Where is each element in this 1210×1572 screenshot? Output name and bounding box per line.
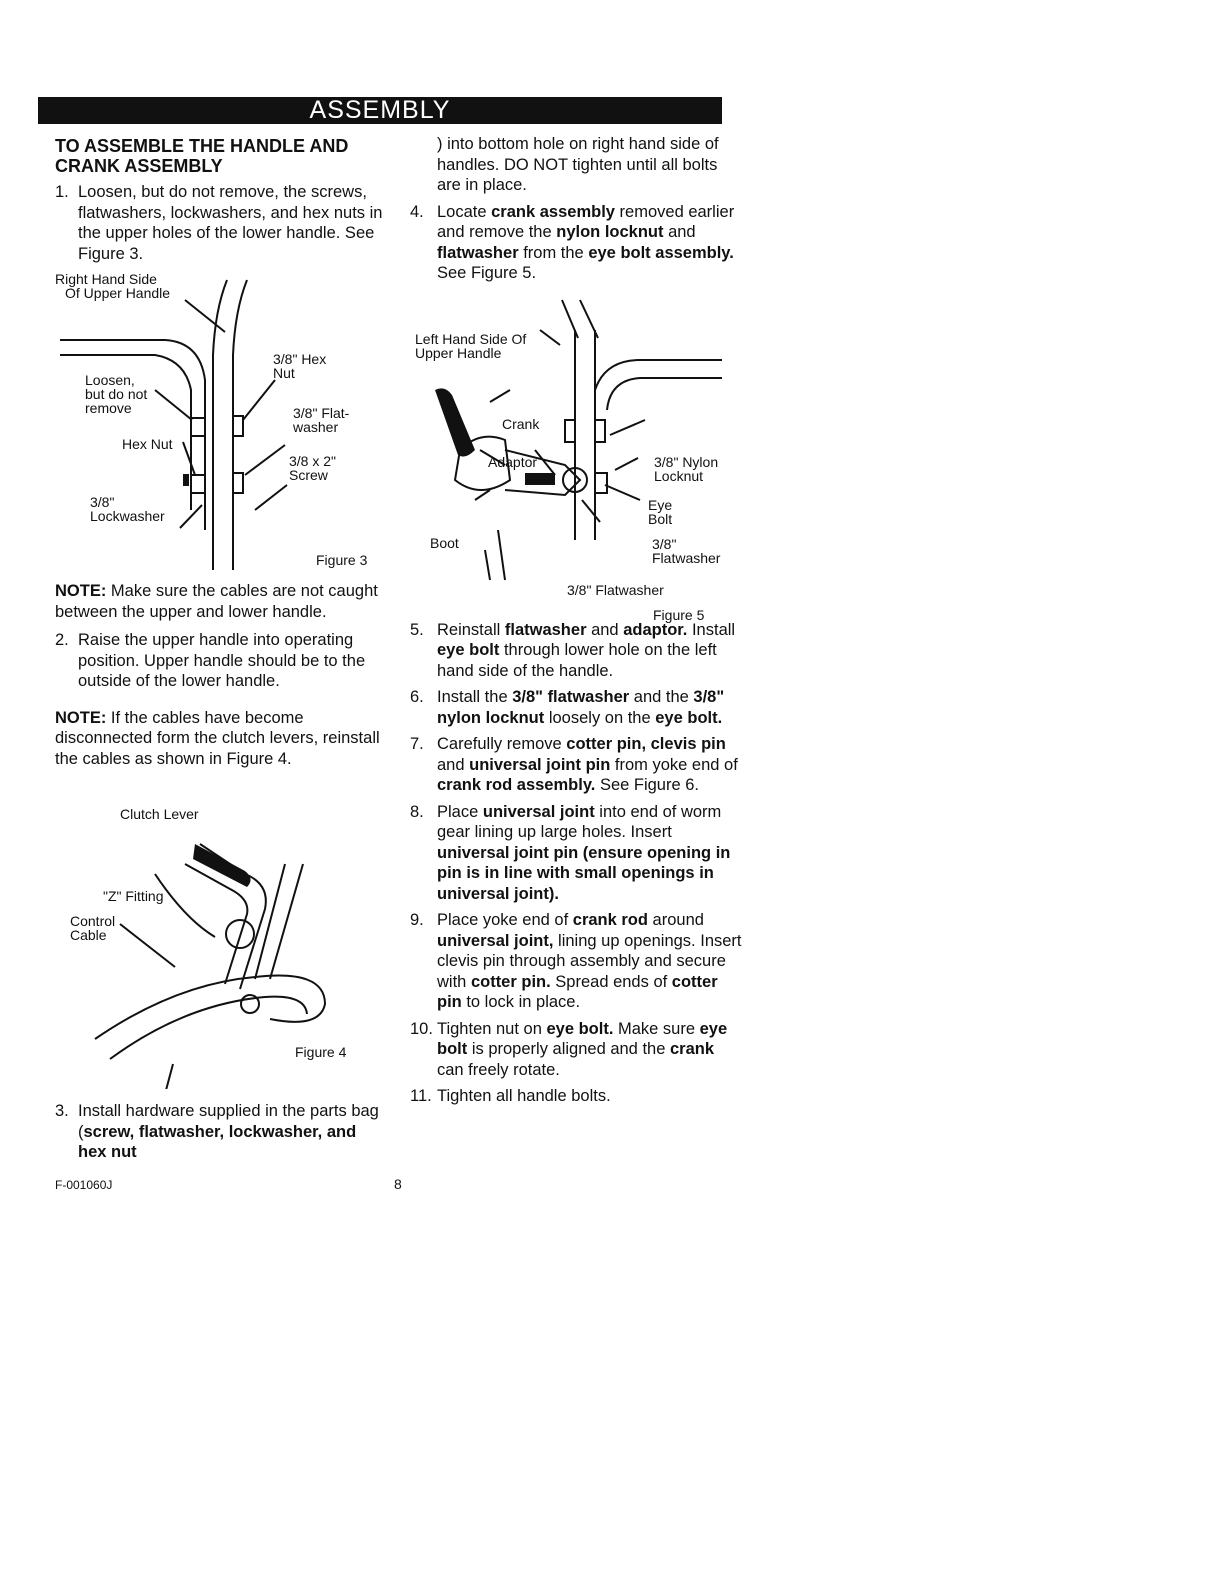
label-upper-handle: Upper Handle: [415, 344, 502, 361]
step-text: Tighten all handle bolts.: [437, 1087, 611, 1105]
step-7: [410, 734, 745, 796]
step-2: [55, 630, 385, 692]
step-number: 7.: [410, 735, 424, 753]
label-clutch-lever: Clutch Lever: [120, 806, 199, 822]
label-left-hand-side: Left Hand Side Of: [415, 330, 527, 347]
step-4: [410, 202, 745, 284]
label-hex-nut-size: 3/8" Hex: [273, 351, 327, 367]
label-but-do-not: but do not: [85, 386, 148, 402]
text-run: Install hardware supplied in the parts bag (: [78, 1102, 379, 1141]
note-label: NOTE:: [55, 708, 107, 727]
label-screw-size: 3/8 x 2": [289, 453, 336, 469]
label-control: Control: [70, 913, 116, 929]
label-bottom-flatwasher: 3/8" Flatwasher: [567, 581, 664, 598]
section-banner: ASSEMBLY: [38, 97, 722, 124]
step-9: [410, 910, 745, 1013]
step-3: [55, 1101, 385, 1163]
step-text: [78, 1101, 385, 1163]
step-text: Loosen, but do not remove, the screws, flatwashers, lockwashers, and hex nuts in the upper holes of the lower handle. See Figure 3.: [78, 183, 383, 263]
step-number: 10.: [410, 1019, 433, 1038]
text-run-bold: screw, flatwasher, lockwasher, and hex nut: [78, 1122, 357, 1161]
figure-5-caption: Figure 5: [653, 606, 705, 623]
label-washer: washer: [293, 419, 339, 435]
label-fw-size: 3/8": [652, 535, 677, 552]
label-hex-nut: Hex Nut: [122, 436, 173, 452]
text-run: ) into bottom hole on right hand side of handles. DO NOT tighten until all bolts are in place.: [437, 135, 719, 194]
page-number: 8: [394, 1176, 402, 1192]
step-10: [410, 1019, 745, 1081]
step-11: [410, 1086, 745, 1107]
label-lockwasher: Lockwasher: [90, 508, 165, 524]
figure-4-caption: Figure 4: [295, 1044, 347, 1060]
label-screw: Screw: [289, 467, 328, 483]
figure-3-caption: Figure 3: [316, 552, 368, 568]
note-1: [55, 581, 385, 622]
label-nylon: 3/8" Nylon: [654, 453, 719, 470]
section-title: TO ASSEMBLE THE HANDLE AND CRANK ASSEMBLY: [55, 136, 349, 176]
step-number: 1.: [55, 183, 69, 201]
doc-id: F-001060J: [55, 1178, 113, 1192]
label-bolt: Bolt: [648, 510, 673, 527]
step-number: 6.: [410, 688, 424, 706]
step-text: Tighten nut on eye bolt. Make sure eye bolt is properly aligned and the crank can freely rotate.: [437, 1019, 728, 1079]
figure-4: [55, 789, 385, 1089]
step-number: 4.: [410, 202, 424, 221]
label-right-hand-side: Right Hand Side: [55, 271, 157, 287]
step-text: Carefully remove cotter pin, clevis pin and universal joint pin from yoke end of crank rod assembly. See Figure 6.: [437, 735, 738, 794]
figure-3: [55, 270, 385, 575]
label-of-upper-handle: Of Upper Handle: [65, 285, 171, 301]
step-text: Place yoke end of crank rod around universal joint, lining up openings. Insert clevis pin through assembly and secure with cotter pin. Spread ends of cotter pin to lock in place.: [437, 911, 742, 1011]
label-flat: 3/8" Flat-: [293, 405, 350, 421]
label-loosen: Loosen,: [85, 372, 135, 388]
step-6: [410, 687, 745, 728]
label-crank: Crank: [502, 415, 540, 432]
step-text: Raise the upper handle into operating position. Upper handle should be to the outside of the lower handle.: [78, 631, 366, 690]
step-text: Install the 3/8" flatwasher and the 3/8" nylon locknut loosely on the eye bolt.: [437, 688, 725, 727]
label-locknut: Locknut: [654, 467, 704, 484]
note-text: Make sure the cables are not caught between the upper and lower handle.: [55, 582, 378, 621]
label-eye: Eye: [648, 496, 673, 513]
step-number: 11.: [410, 1087, 432, 1105]
step-3-continued: [410, 134, 745, 196]
step-number: 3.: [55, 1102, 69, 1120]
step-text: Place universal joint into end of worm gear lining up large holes. Insert universal joint pin (ensure opening in pin is in line with small openings in universal joint).: [437, 802, 731, 903]
label-remove: remove: [85, 400, 132, 416]
step-text: [437, 134, 745, 196]
step-5: [410, 620, 745, 682]
step-text: Reinstall flatwasher and adaptor. Install eye bolt through lower hole on the left hand side of the handle.: [437, 620, 736, 680]
note-text: If the cables have become disconnected form the clutch levers, reinstall the cables as shown in Figure 4.: [55, 708, 380, 768]
label-lockwasher-size: 3/8": [90, 494, 115, 510]
step-1: [55, 182, 385, 264]
step-8: [410, 802, 745, 905]
label-cable: Cable: [70, 927, 107, 943]
step-number: 9.: [410, 911, 424, 929]
label-adaptor: Adaptor: [488, 453, 538, 470]
right-column: [410, 136, 745, 1113]
step-number: 2.: [55, 631, 69, 649]
note-label: NOTE:: [55, 582, 107, 600]
label-z-fitting: "Z" Fitting: [103, 888, 164, 904]
label-boot: Boot: [430, 534, 459, 551]
figure-5: [410, 290, 745, 623]
step-number-spacer: [410, 134, 437, 196]
step-number: 5.: [410, 620, 424, 639]
step-text: Locate crank assembly removed earlier and remove the nylon locknut and flatwasher from the eye bolt assembly. See Figure 5.: [437, 202, 735, 282]
label-flatwasher: Flatwasher: [652, 549, 721, 566]
step-number: 8.: [410, 802, 424, 821]
note-2: [55, 708, 385, 770]
label-nut: Nut: [273, 365, 295, 381]
left-column: [55, 136, 385, 1169]
